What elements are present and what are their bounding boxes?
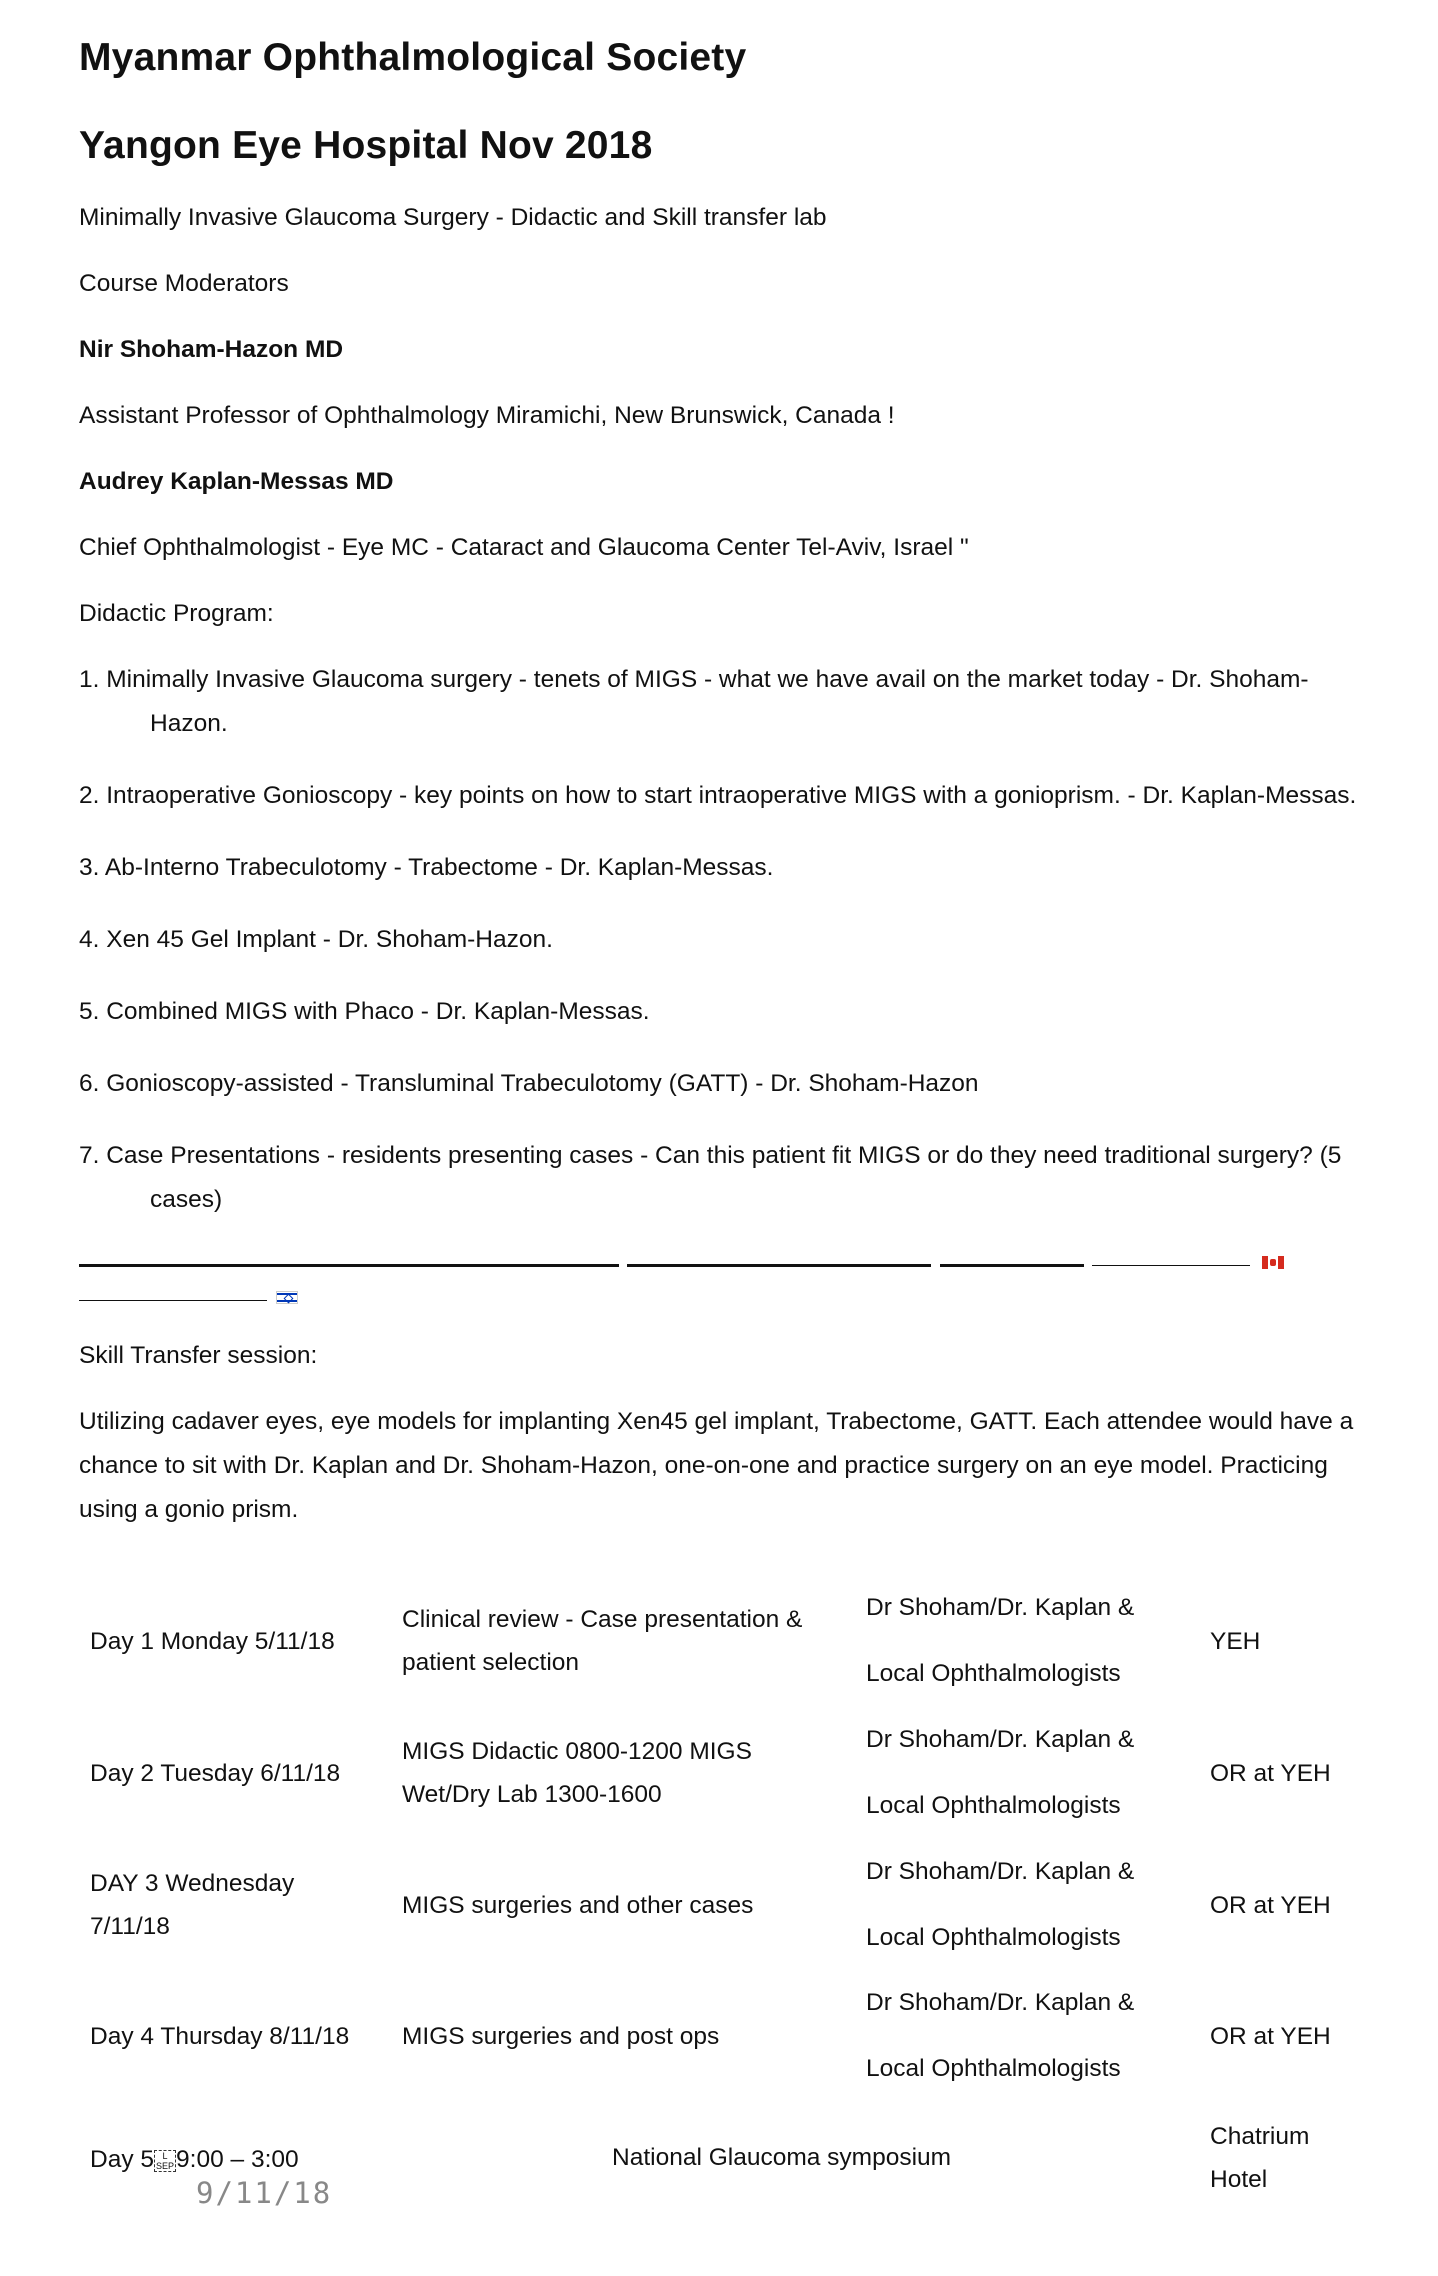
course-title: Minimally Invasive Glaucoma Surgery - Didactic and Skill transfer lab <box>79 204 827 231</box>
canada-flag-icon <box>1262 1256 1284 1269</box>
day5-day: Day 5 <box>90 2146 155 2173</box>
moderator-2-role: Chief Ophthalmologist - Eye MC - Cataract and Glaucoma Center Tel-Aviv, Israel " <box>79 534 969 561</box>
separator-lines <box>79 1250 1369 1320</box>
didactic-item: 5. Combined MIGS with Phaco - Dr. Kaplan-Messas. <box>79 998 650 1025</box>
moderator-1-name: Nir Shoham-Hazon MD <box>79 336 344 363</box>
didactic-item: 6. Gonioscopy-assisted - Transluminal Trabeculotomy (GATT) - Dr. Shoham-Hazon <box>79 1070 979 1097</box>
divider <box>627 1264 931 1267</box>
society-title: Myanmar Ophthalmological Society <box>79 36 747 79</box>
moderators-heading: Course Moderators <box>79 270 289 297</box>
schedule-activity: MIGS Didactic 0800-1200 MIGS <box>402 1738 752 1765</box>
didactic-item: 4. Xen 45 Gel Implant - Dr. Shoham-Hazon. <box>79 926 553 953</box>
divider <box>79 1300 267 1301</box>
moderator-2-name: Audrey Kaplan-Messas MD <box>79 468 394 495</box>
schedule-location: YEH <box>1210 1628 1261 1655</box>
skill-heading: Skill Transfer session: <box>79 1342 318 1369</box>
schedule-day: Day 4 Thursday 8/11/18 <box>90 2023 350 2050</box>
day5-label <box>90 2138 299 2181</box>
schedule-location: OR at YEH <box>1210 1892 1331 1919</box>
handwritten-date: 9/11/18 <box>196 2176 333 2210</box>
didactic-item: 7. Case Presentations - residents presenting cases - Can this patient fit MIGS or do they need traditional surgery? (5 cases) <box>79 1142 1342 1213</box>
schedule-activity: Wet/Dry Lab 1300-1600 <box>402 1781 662 1808</box>
day5-time: 9:00 – 3:00 <box>176 2146 299 2173</box>
schedule-activity: MIGS surgeries and post ops <box>402 2023 720 2050</box>
schedule-location: OR at YEH <box>1210 1760 1331 1787</box>
schedule-day: 7/11/18 <box>90 1913 170 1940</box>
schedule-day: Day 2 Tuesday 6/11/18 <box>90 1760 341 1787</box>
schedule-faculty: Dr Shoham/Dr. Kaplan & <box>866 1594 1135 1621</box>
schedule-faculty: Dr Shoham/Dr. Kaplan & <box>866 1858 1135 1885</box>
schedule-faculty: Local Ophthalmologists <box>866 1660 1121 1687</box>
divider <box>940 1264 1084 1267</box>
schedule-faculty: Local Ophthalmologists <box>866 1924 1121 1951</box>
didactic-item: 1. Minimally Invasive Glaucoma surgery - tenets of MIGS - what we have avail on the market today - Dr. Shoham-Hazon. <box>79 666 1309 737</box>
schedule-activity: patient selection <box>402 1649 580 1676</box>
israel-flag-icon <box>276 1291 298 1304</box>
schedule-faculty: Local Ophthalmologists <box>866 1792 1121 1819</box>
day5-activity: National Glaucoma symposium <box>612 2144 952 2171</box>
skill-description: Utilizing cadaver eyes, eye models for implanting Xen45 gel implant, Trabectome, GATT. Each attendee would have a chance to sit with Dr. Kaplan and Dr. Shoham-Hazon, one-on-one and practice surgery on an eye model. Practicing using a gonio prism. <box>79 1408 1354 1523</box>
schedule-faculty: Local Ophthalmologists <box>866 2055 1121 2082</box>
schedule-day: Day 1 Monday 5/11/18 <box>90 1628 335 1655</box>
schedule-location: OR at YEH <box>1210 2023 1331 2050</box>
day5-location: Hotel <box>1210 2166 1268 2193</box>
separator-glyph-icon: L SEP <box>156 2150 175 2171</box>
schedule-day: DAY 3 Wednesday <box>90 1870 295 1897</box>
schedule-faculty: Dr Shoham/Dr. Kaplan & <box>866 1726 1135 1753</box>
schedule-activity: MIGS surgeries and other cases <box>402 1892 754 1919</box>
hospital-date-title: Yangon Eye Hospital Nov 2018 <box>79 124 653 167</box>
divider <box>79 1264 619 1267</box>
didactic-item: 2. Intraoperative Gonioscopy - key points on how to start intraoperative MIGS with a gonioprism. - Dr. Kaplan-Messas. <box>79 782 1357 809</box>
schedule-activity: Clinical review - Case presentation & <box>402 1606 803 1633</box>
didactic-list <box>79 658 1369 1222</box>
didactic-item: 3. Ab-Interno Trabeculotomy - Trabectome - Dr. Kaplan-Messas. <box>79 854 774 881</box>
schedule-faculty: Dr Shoham/Dr. Kaplan & <box>866 1989 1135 2016</box>
document-page <box>79 28 1369 1532</box>
moderator-1-role: Assistant Professor of Ophthalmology Miramichi, New Brunswick, Canada ! <box>79 402 895 429</box>
divider <box>1092 1265 1250 1266</box>
didactic-heading: Didactic Program: <box>79 600 274 627</box>
day5-location: Chatrium <box>1210 2123 1310 2150</box>
